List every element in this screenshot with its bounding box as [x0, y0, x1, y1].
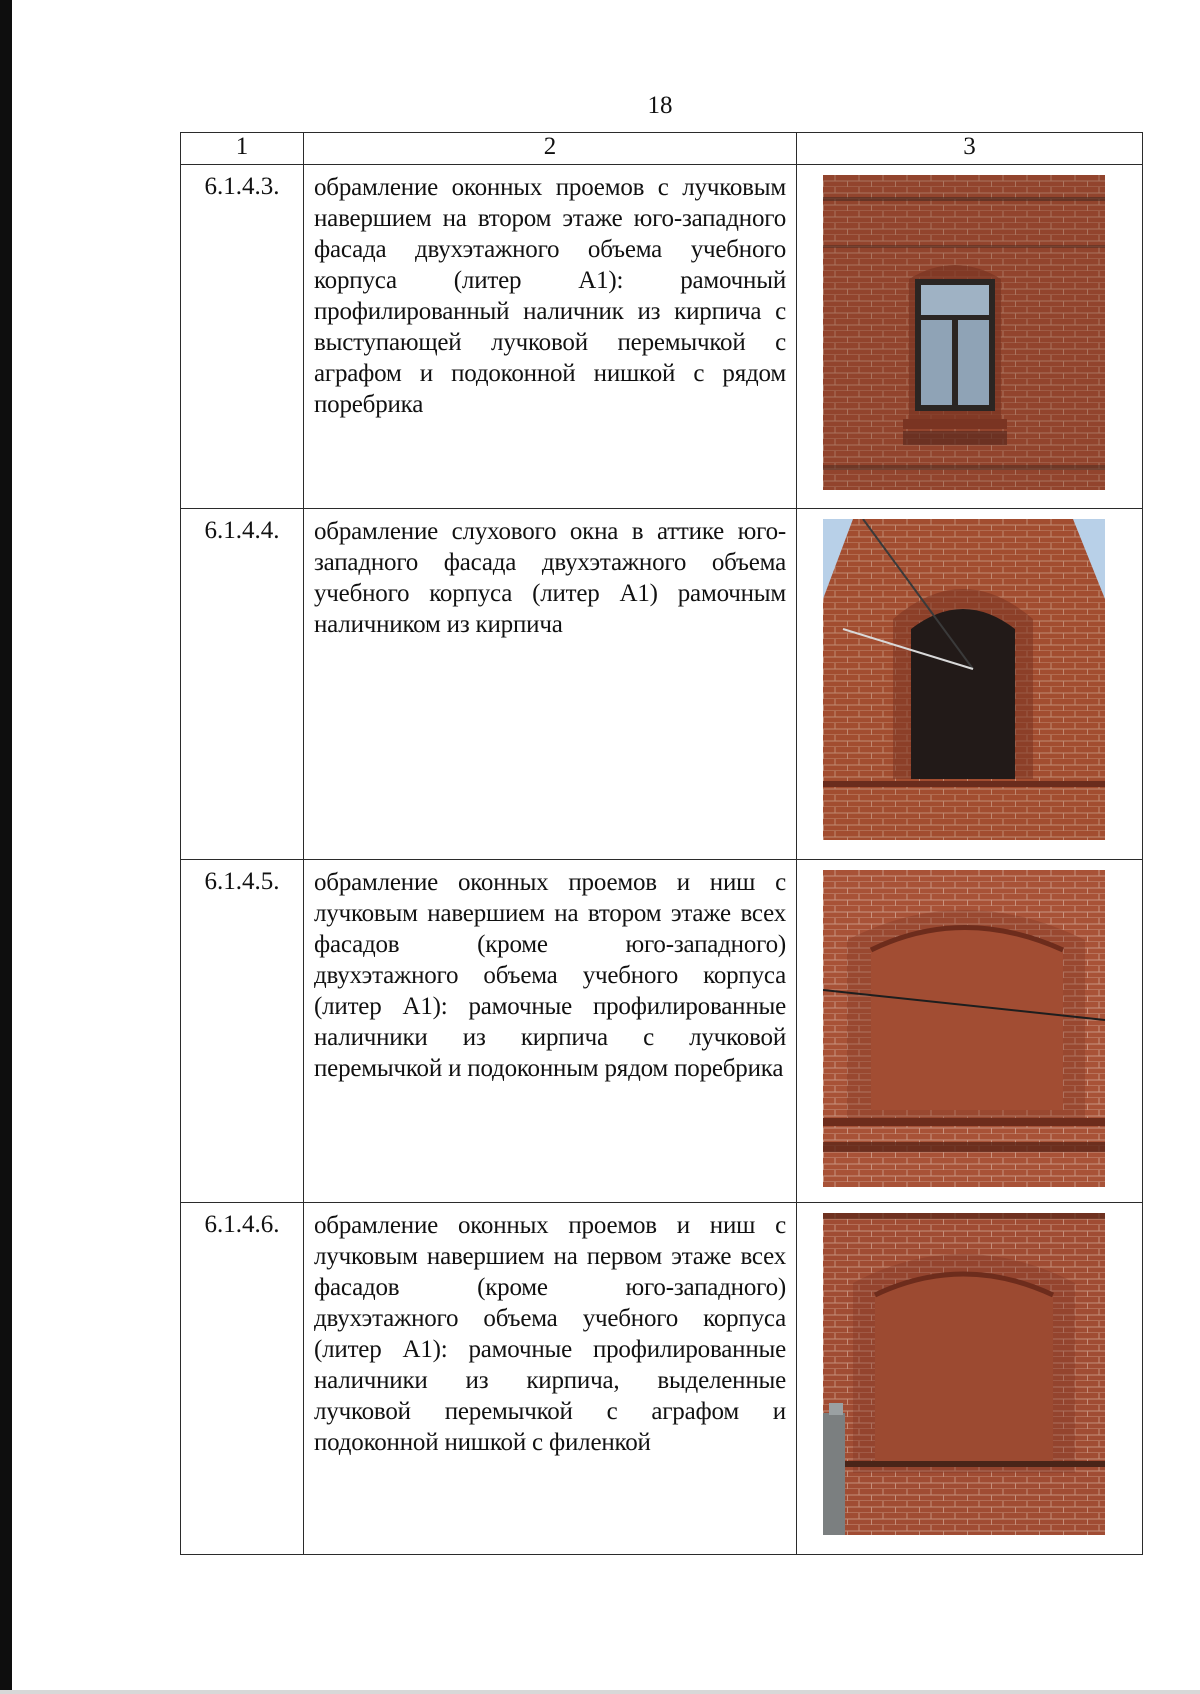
- photo-cell: [797, 1203, 1143, 1555]
- column-header-2: 2: [304, 133, 797, 165]
- photo-blind-niche-second-floor: [823, 870, 1105, 1187]
- column-header-1: 1: [181, 133, 304, 165]
- table-row: [181, 165, 1143, 509]
- scan-edge: [0, 0, 12, 1694]
- photo-blind-niche-first-floor: [823, 1213, 1105, 1535]
- item-number: 6.1.4.4.: [181, 509, 304, 860]
- monument-elements-table: [180, 132, 1143, 1555]
- item-number: 6.1.4.6.: [181, 1203, 304, 1555]
- table-row: [181, 1203, 1143, 1555]
- column-header-3: 3: [797, 133, 1143, 165]
- table-row: [181, 860, 1143, 1203]
- item-description: обрамление слухового окна в аттике юго-западного фасада двухэтажного объема учебного корпуса (литер А1) рамочным наличником из кирпича: [304, 509, 797, 860]
- photo-window-second-floor: [823, 175, 1105, 490]
- page-number: 18: [647, 92, 673, 119]
- item-description: обрамление оконных проемов и ниш с лучковым навершием на первом этаже всех фасадов (кроме юго-западного) двухэтажного объема учебного корпуса (литер А1): рамочные профилированные наличники из кирпича, выделенные лучковой перемычкой с аграфом и подоконной нишкой с филенкой: [304, 1203, 797, 1555]
- scan-bottom-edge: [0, 1690, 1200, 1694]
- photo-cell: [797, 509, 1143, 860]
- item-number: 6.1.4.5.: [181, 860, 304, 1203]
- photo-cell: [797, 860, 1143, 1203]
- item-description: обрамление оконных проемов с лучковым навершием на втором этаже юго-западного фасада двухэтажного объема учебного корпуса (литер А1): рамочный профилированный наличник из кирпича с выступающей лучковой перемычкой с аграфом и подоконной нишкой с рядом поребрика: [304, 165, 797, 509]
- item-description: обрамление оконных проемов и ниш с лучковым навершием на втором этаже всех фасадов (кроме юго-западного) двухэтажного объема учебного корпуса (литер А1): рамочные профилированные наличники из кирпича с лучковой перемычкой и подоконным рядом поребрика: [304, 860, 797, 1203]
- item-number: 6.1.4.3.: [181, 165, 304, 509]
- photo-dormer-window: [823, 519, 1105, 840]
- table-header-row: [181, 133, 1143, 165]
- table-row: [181, 509, 1143, 860]
- photo-cell: [797, 165, 1143, 509]
